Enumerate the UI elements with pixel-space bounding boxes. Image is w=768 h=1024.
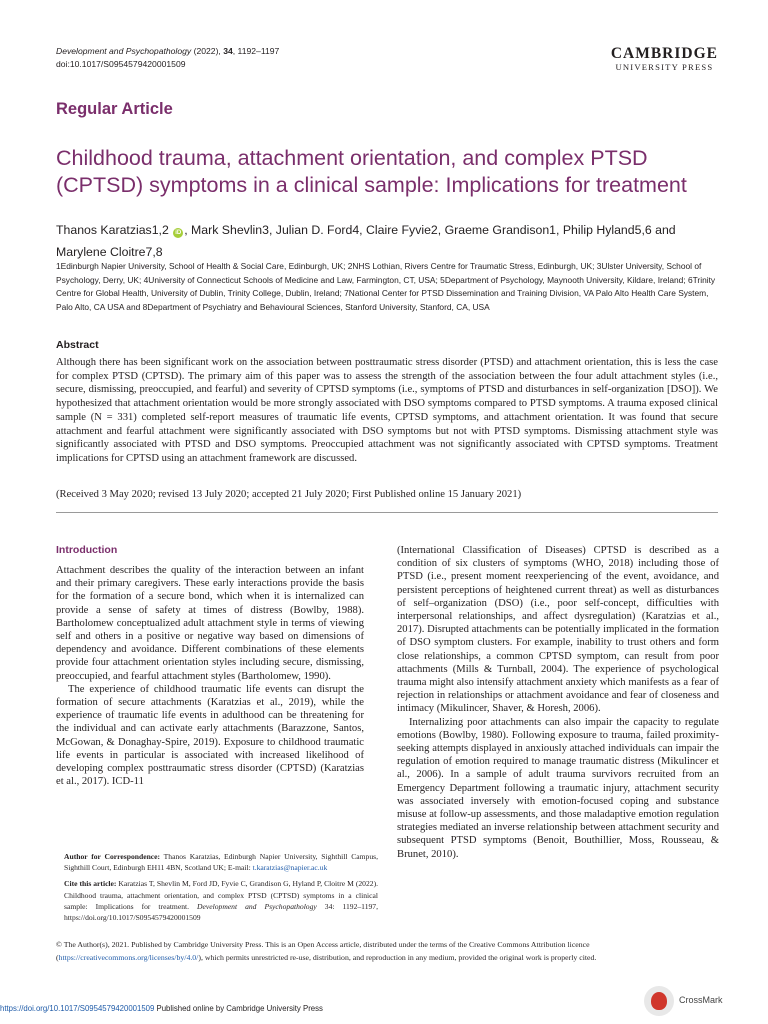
correspondence-label: Author for Correspondence: — [64, 852, 161, 861]
correspondence-box — [64, 851, 378, 928]
section-divider — [56, 512, 718, 513]
orcid-icon[interactable]: iD — [175, 230, 182, 236]
crossmark-icon — [644, 986, 674, 1016]
intro-paragraph-1: Attachment describes the quality of the interaction between an infant and their primary caregivers. These early interactions provide the basis for the formation of a secure bond, which when it is internalized can provide a sense of safety at times of distress (Bowlby, 1988). Bartholomew conceptualized adult attachment style in terms of viewing self and others in a positive or negative way based on dimensions of dependency and avoidance. Different combinations of these elements provide four attachment orientation styles including secure, dismissing, preoccupied, and fearful attachment styles (Bartholomew, 1990). — [56, 565, 364, 682]
crossmark-label: CrossMark — [679, 995, 723, 1005]
crossmark-badge[interactable] — [644, 986, 754, 1016]
abstract-heading: Abstract — [56, 339, 99, 351]
abstract-text: Although there has been significant work on the association between posttraumatic stress disorder (PTSD) and attachment orientation, this is less the case for complex PTSD (CPTSD). The primary aim of this paper was to assess the strength of the association between the four adult attachment styles (i.e., secure, dismissing, preoccupied, and fearful) and severity of CPTSD symptoms (i.e., symptoms of PTSD and disturbances in self-organization [DSO]). We hypothesized that attachment orientation would be more strongly associated with DSO symptoms compared to PTSD symptoms. A trauma exposed clinical sample (N = 331) completed self-report measures of traumatic life events, CPTSD symptoms, and attachment orientation. It was found that secure attachment and fearful attachment were significantly associated with DSO symptoms but not with PTSD symptoms. Dismissing attachment style was significantly associated with PTSD and DSO symptoms. Preoccupied attachment was not significantly associated with CPTSD symptoms. Treatment implications for CPTSD using an attachment framework are discussed. — [56, 357, 718, 464]
journal-doi: doi:10.1017/S0954579420001509 — [56, 59, 186, 69]
other-authors: , Mark Shevlin3, Julian D. Ford4, Claire Fyvie2, Graeme Grandison1, Philip Hyland5,6 and Marylene Cloitre7,8 — [56, 223, 676, 259]
article-title: Childhood trauma, attachment orientation, and complex PTSD (CPTSD) symptoms in a clinical sample: Implications for treatment — [56, 146, 687, 197]
footer-published: Published online by Cambridge University Press — [154, 1004, 323, 1013]
journal-year: (2022), — [191, 46, 224, 56]
journal-pages: , 1192–1197 — [232, 46, 280, 56]
citation-label: Cite this article: — [64, 879, 117, 889]
received-dates: (Received 3 May 2020; revised 13 July 2020; accepted 21 July 2020; First Published online 15 January 2021) — [56, 489, 522, 500]
correspondence — [64, 851, 378, 873]
logo-line2: UNIVERSITY PRESS — [615, 62, 714, 72]
intro-paragraph-4: Internalizing poor attachments can also impair the capacity to regulate emotions (Bowlby, 1980). Following exposure to trauma, failed proximity-seeking attempts displayed in anxiously attached individuals can impair the regulation of emotion required to manage traumatic distress (Mikulincer et al., 2006). In a sample of adult trauma survivors recruited from an Emergency Department following a traumatic injury, attachment security was associated inversely with emotion-focused coping and substance misuse at follow-up assessments, and those maladaptive emotion regulation strategies mediated an inverse relationship between attachment security and subsequent PTSD symptoms (Benoit, Bouthillier, Moss, Rousseau, & Brunet, 2010). — [397, 716, 719, 860]
left-column — [56, 564, 364, 788]
journal-volume: 34 — [223, 46, 233, 56]
first-author: Thanos Karatzias1,2 — [56, 223, 169, 237]
crossmark-icon-inner — [651, 992, 667, 1010]
footer-doi — [0, 1004, 323, 1013]
author-list — [56, 219, 716, 263]
intro-paragraph-2: The experience of childhood traumatic life events can disrupt the formation of secure attachments (Karatzias et al., 2019), while the experience of traumatic life events in adulthood can be threatening for the individual and can activate early attachments (Barazzone, Santos, McGowan, & Donaghay-Spire, 2019). Exposure to childhood traumatic life events in particular is associated with increased likelihood of developing complex posttraumatic stress disorder (CPTSD) (Karatzias et al., 2017). ICD-11 — [56, 683, 364, 788]
license-link[interactable]: https://creativecommons.org/licenses/by/4.0/ — [58, 952, 199, 962]
footer-doi-link[interactable]: https://doi.org/10.1017/S0954579420001509 — [0, 1004, 155, 1013]
affiliations: 1Edinburgh Napier University, School of Health & Social Care, Edinburgh, UK; 2NHS Lothian, Rivers Centre for Traumatic Stress, Edinburgh, UK; 3Ulster University, School of Psychology, Derry, UK; 4University of Connecticut Schools of Medicine and Law, Farmington, CT, USA; 5Department of Psychology, Maynooth University, Kildare, Ireland; 6Trinity Centre for Global Health, University of Dublin, Trinity College, Dublin, Ireland; 7National Center for PTSD Dissemination and Training Division, VA Palo Alto Health Care System, Palo Alto, CA USA and 8Department of Psychiatry and Behavioural Sciences, Stanford University, Stanford, CA, USA — [56, 261, 716, 312]
citation-journal: Development and Psychopathology — [197, 901, 317, 911]
introduction-heading: Introduction — [56, 544, 118, 556]
intro-paragraph-3: (International Classification of Diseases) CPTSD is described as a condition of six clusters of symptoms (WHO, 2018) including those of PTSD (i.e., present moment reexperiencing of the event, avoidance, and persistent perceptions of heightened current threat) as well as disturbances of self–organization (DSO) (i.e., poor self-concept, difficulties with interpersonal relationships, and affect dysregulation) (Karatzias et al., 2017). Disrupted attachments can be potentially implicated in the formation of DSO symptom clusters. For example, inability to trust others and form close relationships, a common CPTSD symptom, can result from poor attachments (Mills & Turnball, 2004). The experience of psychological trauma might also intensify attachment anxiety which manifests as a fear of rejection in relationships or attachment avoidance and fear of closeness and intimacy (Mikulincer, Shaver, & Horesh, 2006). — [397, 545, 719, 715]
article-type: Regular Article — [56, 100, 173, 118]
journal-name: Development and Psychopathology — [56, 46, 192, 56]
citation — [64, 878, 378, 923]
license-text-2: ), which permits unrestricted re-use, distribution, and reproduction in any medium, provided the original work is properly cited. — [198, 952, 597, 962]
citation-text: Karatzias T, Shevlin M, Ford JD, Fyvie C, Grandison G, Hyland P, Cloitre M (2022). Childhood trauma, attachment orientation, and complex PTSD (CPTSD) symptoms in a clinical sample: Implications for treatment. — [64, 879, 379, 911]
citation-tail: 34: 1192–1197, https://doi.org/10.1017/S0954579420001509 — [64, 901, 378, 923]
correspondence-text: Thanos Karatzias, Edinburgh Napier University, Sighthill Campus, Sighthill Court, Edinburgh EH11 4BN, Scotland UK; E-mail: — [64, 852, 378, 873]
license-text-1: © The Author(s), 2021. Published by Cambridge University Press. This is an Open Access article, distributed under the terms of the Creative Commons Attribution licence ( — [56, 940, 590, 962]
cambridge-logo — [611, 46, 718, 73]
journal-header — [56, 45, 279, 71]
license-notice — [56, 939, 718, 964]
right-column — [397, 544, 719, 861]
logo-line1: CAMBRIDGE — [610, 45, 718, 62]
correspondence-email[interactable]: t.karatzias@napier.ac.uk — [252, 863, 328, 873]
